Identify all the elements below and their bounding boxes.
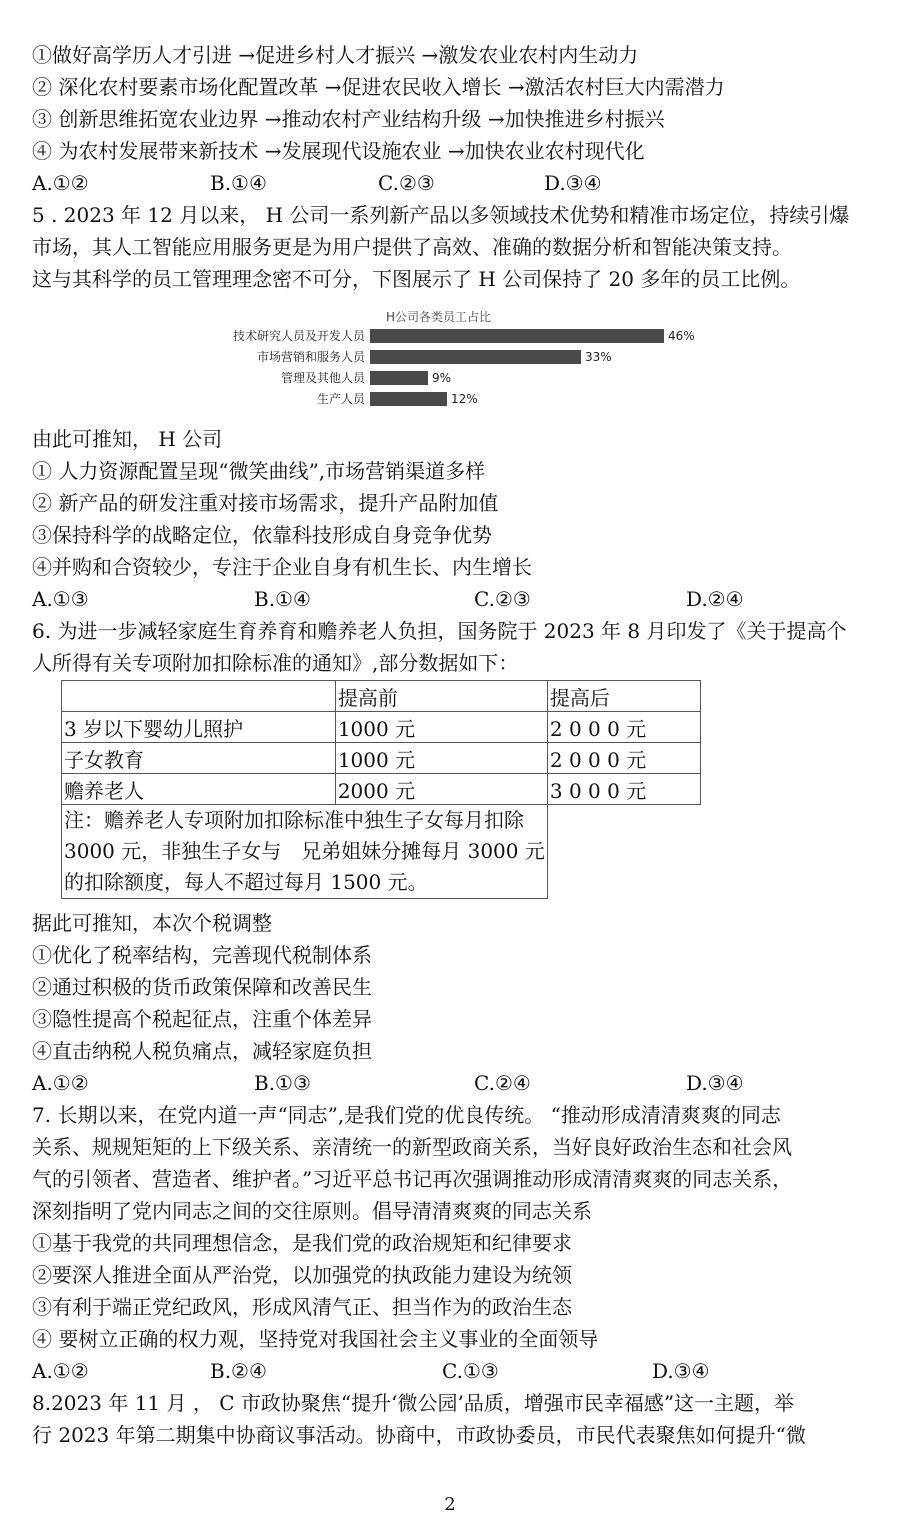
q5-options <box>32 584 872 614</box>
q7-item-1: ①基于我党的共同理想信念，是我们党的政治规矩和纪律要求 <box>32 1231 572 1255</box>
bar-label: 技术研究人员及开发人员 <box>232 329 365 343</box>
q7-stem-line-1: 7. 长期以来，在党内道一声“同志”,是我们党的优良传统。 “推动形成清清爽爽的同志 <box>32 1103 781 1127</box>
q8-stem-line-2: 行 2023 年第二期集中协商议事活动。协商中，市政协委员，市民代表聚焦如何提升“微 <box>32 1423 806 1447</box>
table-note <box>62 805 548 899</box>
q6-item-3: ③隐性提高个税起征点，注重个体差异 <box>32 1007 372 1031</box>
q5-item-3: ③保持科学的战略定位，依靠科技形成自身竞争优势 <box>32 523 492 547</box>
q7-stem-line-3: 气的引领者、营造者、维护者。”习近平总书记再次强调推动形成清清爽爽的同志关系， <box>32 1167 793 1191</box>
table-note-line: 3000 元，非独生子女与 兄弟姐妹分摊每月 3000 元 <box>64 839 545 863</box>
q6-option-d: D.③④ <box>686 1071 744 1095</box>
table-header-row <box>62 681 701 712</box>
q6-option-b: B.①③ <box>254 1071 311 1095</box>
table-cell: 2 0 0 0 元 <box>547 743 700 774</box>
table-row <box>62 774 701 805</box>
chart-title: H公司各类员工占比 <box>386 310 492 324</box>
q4-option-b: B.①④ <box>210 171 267 195</box>
q4-option-c: C.②③ <box>378 171 435 195</box>
employee-ratio-chart <box>190 308 750 420</box>
table-row <box>62 712 701 743</box>
bar <box>370 371 428 385</box>
table-row <box>62 743 701 774</box>
q5-item-2: ② 新产品的研发注重对接市场需求，提升产品附加值 <box>32 491 499 515</box>
table-note-row <box>62 805 701 899</box>
page-number: 2 <box>444 1494 456 1515</box>
q4-option-d: D.③④ <box>544 171 602 195</box>
bar-label: 管理及其他人员 <box>280 371 365 385</box>
q4-options <box>32 168 872 198</box>
q4-option-a: A.①② <box>32 171 89 195</box>
bar-label: 市场营销和服务人员 <box>256 350 365 364</box>
table-empty-cell <box>547 805 700 899</box>
table-cell: 1000 元 <box>335 743 547 774</box>
q6-lead: 据此可推知，本次个税调整 <box>32 911 272 935</box>
bar-value-label: 33% <box>585 350 612 364</box>
bar <box>370 350 581 364</box>
q7-stem-line-4: 深刻指明了党内同志之间的交往原则。倡导清清爽爽的同志关系 <box>32 1199 592 1223</box>
q8-stem-line-1: 8.2023 年 11 月 ， C 市政协聚焦“提升‘微公园’品质，增强市民幸福感”这一主题，举 <box>32 1391 795 1415</box>
q5-stem-line-1: 5 . 2023 年 12 月以来， H 公司一系列新产品以多领域技术优势和精准市场定位，持续引爆 <box>32 203 850 227</box>
bar-value-label: 9% <box>432 371 452 385</box>
q7-option-b: B.②④ <box>210 1359 267 1383</box>
q5-item-1: ① 人力资源配置呈现“微笑曲线”,市场营销渠道多样 <box>32 459 486 483</box>
table-cell: 2 0 0 0 元 <box>547 712 700 743</box>
table-cell: 子女教育 <box>62 743 336 774</box>
table-cell: 2000 元 <box>335 774 547 805</box>
q6-item-4: ④直击纳税人税负痛点，减轻家庭负担 <box>32 1039 372 1063</box>
q6-item-2: ②通过积极的货币政策保障和改善民生 <box>32 975 372 999</box>
table-cell: 1000 元 <box>335 712 547 743</box>
q6-stem-line-1: 6. 为进一步减轻家庭生育养育和赡养老人负担，国务院于 2023 年 8 月印发了《关于提高个 <box>32 619 847 643</box>
q7-item-3: ③有利于端正党纪政风，形成风清气正、担当作为的政治生态 <box>32 1295 572 1319</box>
bar-value-label: 46% <box>668 329 695 343</box>
q7-item-2: ②要深人推进全面从严治党，以加强党的执政能力建设为统领 <box>32 1263 572 1287</box>
table-header-cell: 提高前 <box>335 681 547 712</box>
q5-option-b: B.①④ <box>254 587 311 611</box>
bar <box>370 329 664 343</box>
q5-lead: 由此可推知， H 公司 <box>32 427 223 451</box>
q6-item-1: ①优化了税率结构，完善现代税制体系 <box>32 943 372 967</box>
q7-options <box>32 1356 872 1386</box>
q5-option-c: C.②③ <box>474 587 531 611</box>
q5-stem-line-3: 这与其科学的员工管理理念密不可分，下图展示了 H 公司保持了 20 多年的员工比例。 <box>32 267 801 291</box>
q4-item-1: ①做好高学历人才引进 →促进乡村人才振兴 →激发农业农村内生动力 <box>32 43 639 67</box>
q6-option-a: A.①② <box>32 1071 89 1095</box>
table-cell: 3 岁以下婴幼儿照护 <box>62 712 336 743</box>
q6-options <box>32 1068 872 1098</box>
q5-option-a: A.①③ <box>32 587 89 611</box>
table-note-line: 注：赡养老人专项附加扣除标准中独生子女每月扣除 <box>64 808 524 832</box>
q7-item-4: ④ 要树立正确的权力观，坚持党对我国社会主义事业的全面领导 <box>32 1327 599 1351</box>
table-cell: 3 0 0 0 元 <box>547 774 700 805</box>
bar <box>370 392 447 406</box>
q7-option-c: C.①③ <box>442 1359 499 1383</box>
q4-item-2: ② 深化农村要素市场化配置改革 →促进农民收入增长 →激活农村巨大内需潜力 <box>32 75 725 99</box>
q7-option-d: D.③④ <box>652 1359 710 1383</box>
q5-item-4: ④并购和合资较少，专注于企业自身有机生长、内生增长 <box>32 555 532 579</box>
table-header-cell: 提高后 <box>547 681 700 712</box>
table-note-line: 的扣除额度，每人不超过每月 1500 元。 <box>64 870 428 894</box>
q5-stem-line-2: 市场，其人工智能应用服务更是为用户提供了高效、准确的数据分析和智能决策支持。 <box>32 235 792 259</box>
q6-stem-line-2: 人所得有关专项附加扣除标准的通知》,部分数据如下： <box>32 651 519 675</box>
q6-option-c: C.②④ <box>474 1071 531 1095</box>
q4-item-4: ④ 为农村发展带来新技术 →发展现代设施农业 →加快农业农村现代化 <box>32 139 645 163</box>
q7-option-a: A.①② <box>32 1359 89 1383</box>
bar-label: 生产人员 <box>316 392 365 406</box>
q4-item-3: ③ 创新思维拓宽农业边界 →推动农村产业结构升级 →加快推进乡村振兴 <box>32 107 665 131</box>
q7-stem-line-2: 关系、规规矩矩的上下级关系、亲清统一的新型政商关系，当好良好政治生态和社会风 <box>32 1135 792 1159</box>
table-cell: 赡养老人 <box>62 774 336 805</box>
table-header-cell <box>62 681 336 712</box>
bar-value-label: 12% <box>451 392 478 406</box>
deduction-table <box>61 680 701 899</box>
q5-option-d: D.②④ <box>686 587 744 611</box>
